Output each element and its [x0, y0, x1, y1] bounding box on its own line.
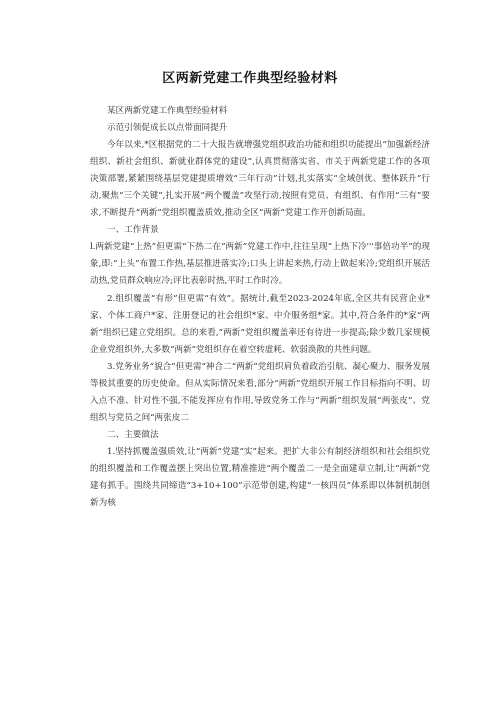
document-title: 区两新党建工作典型经验材料	[162, 71, 338, 86]
document-body	[90, 103, 430, 512]
practices-paragraph-1: 1.坚持抓覆盖强质效,让“两新”党建“实”起来。把扩大非公有制经济组织和社会组织党的组织覆盖和工作覆盖摆上突出位置,精准推进“两个覆盖二一是全面建章立制,让“两新”党建有抓手。围绕共同缔造“3+10+100”示范带创建,构建“一核四员”体系即以体制机制创新为核	[90, 446, 430, 509]
background-paragraph-1: l.两新党建“上热”但更需“下热二在“两新”党建工作中,往往呈现“上热下冷'''事倍功半”的现象,即:“上头”布置工作热,基层推进落实冷;口头上讲起来热,行动上做起来冷;党组织开展活动热,党员群众响应冷;评比表彰时热,平时工作时冷。	[90, 242, 430, 287]
intro-paragraph: 今年以来,*区根据党的二十大报告就增强党组织政治功能和组织功能提出“加强新经济组织、新社会组织、新就业群体党的建设”,认真贯彻落实省、市关于两新党建工作的各项决策部署,紧紧围绕基层党建提质增效“三年行动”计划,扎实落实“全域创优、整体跃升”行动,聚焦“三个关键”,扎实开展“两个覆盖”攻坚行动,按照有党员、有组织、有作用“三有”要求,不断提升“两新”党组织覆盖质效,推动全区“两新”党建工作开创新局面。	[90, 140, 430, 219]
slogan-line: 示范引领促成长以点带面同提升	[107, 123, 228, 134]
section-heading-background: 一、工作背景	[107, 225, 159, 236]
background-paragraph-3: 3.党务业务“貌合”但更需“神合二“两新”党组织肩负着政治引航、凝心聚力、服务发展等极其重要的历史使命。但从实际情况来看,部分“两新”党组织开展工作目标指向不明、切入点不准、针对性不强,不能发挥应有作用,导致党务工作与“两新”组织发展“两张皮”、党组织与党员之间“两张皮二	[90, 361, 430, 423]
section-heading-practices: 二、主要做法	[107, 429, 159, 440]
background-paragraph-2: 2.组织覆盖“有形”但更需“有效”。据统计,截至2023-2024年底,全区共有民营企业*家、个体工商户*家、注册登记的社会组织*家、中介服务组*家。其中,符合条件的*家“两新”组织已建立党组织。总的来看,“两新”党组织覆盖率还有待进一步提高;除少数几家规模企业党组织外,大多数“两新”党组织存在着空转虚耗、软弱涣散的共性问题。	[90, 293, 430, 355]
subtitle-line: 某区两新党建工作典型经验材料	[107, 106, 228, 116]
